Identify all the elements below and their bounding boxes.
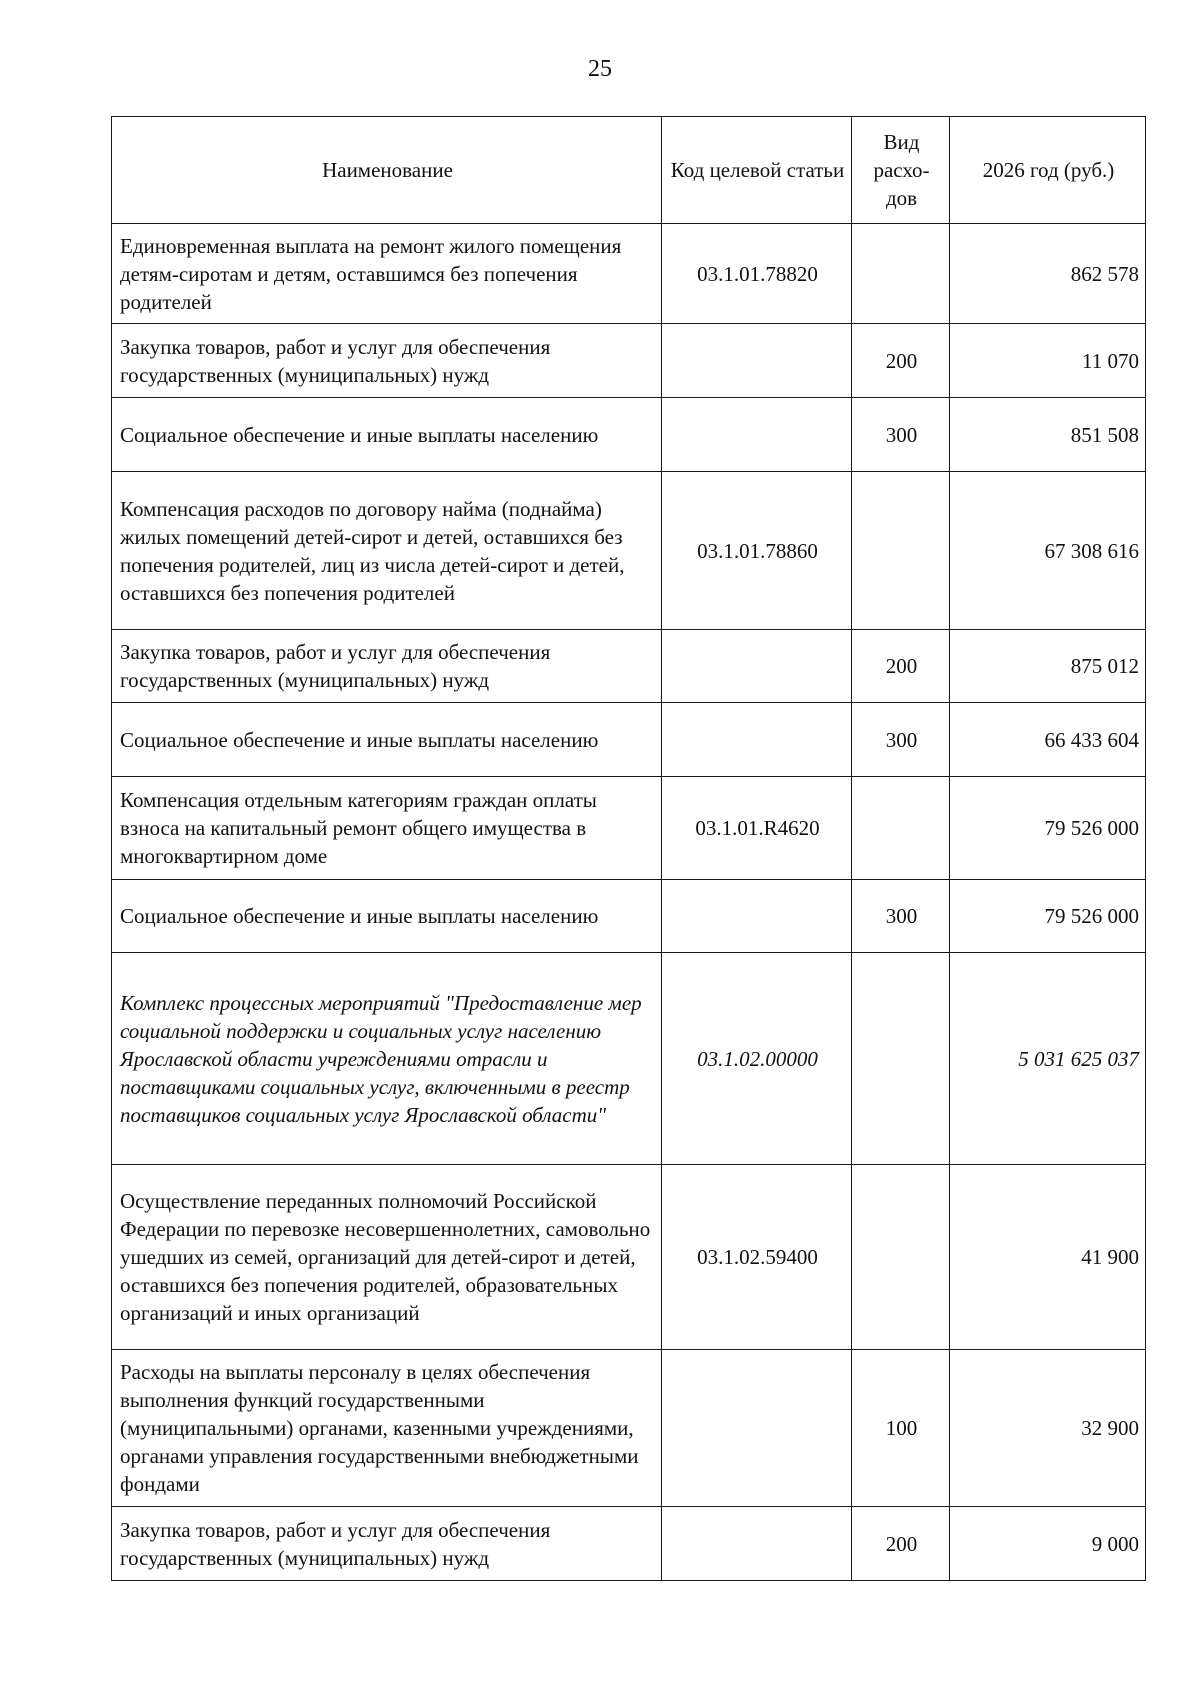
table-row [112,880,1146,953]
row-amount: 875 012 [950,630,1146,703]
row-code [662,630,852,703]
table-row [112,703,1146,777]
header-code: Код целевой статьи [662,117,852,224]
row-code [662,324,852,398]
table-row [112,1350,1146,1507]
row-code: 03.1.01.R4620 [662,777,852,880]
table-header-row [112,117,1146,224]
row-name: Компенсация расходов по договору найма (поднайма) жилых помещений детей-сирот и детей, оставшихся без попечения родителей, лиц из числа детей-сирот и детей, оставшихся без попечения родителей [112,472,662,630]
table-row [112,953,1146,1165]
table-row [112,224,1146,324]
row-name: Закупка товаров, работ и услуг для обеспечения государственных (муниципальных) нужд [112,1507,662,1581]
table-row [112,630,1146,703]
row-code [662,398,852,472]
row-kind [852,224,950,324]
row-amount: 67 308 616 [950,472,1146,630]
row-code: 03.1.02.59400 [662,1165,852,1350]
row-kind: 300 [852,703,950,777]
table-row [112,777,1146,880]
row-amount: 79 526 000 [950,777,1146,880]
budget-table [111,116,1146,1581]
row-code [662,703,852,777]
row-amount: 5 031 625 037 [950,953,1146,1165]
row-amount: 9 000 [950,1507,1146,1581]
row-name: Социальное обеспечение и иные выплаты населению [112,880,662,953]
row-kind [852,472,950,630]
row-code [662,1507,852,1581]
row-amount: 79 526 000 [950,880,1146,953]
row-amount: 66 433 604 [950,703,1146,777]
row-name: Расходы на выплаты персоналу в целях обеспечения выполнения функций государственными (муниципальными) органами, казенными учреждениями, органами управления государственными внебюджетными фондами [112,1350,662,1507]
table-row [112,324,1146,398]
row-kind: 100 [852,1350,950,1507]
row-kind: 200 [852,324,950,398]
table-row [112,1165,1146,1350]
header-kind: Вид расхо-дов [852,117,950,224]
row-name: Социальное обеспечение и иные выплаты населению [112,398,662,472]
row-code: 03.1.01.78860 [662,472,852,630]
row-name: Комплекс процессных мероприятий "Предоставление мер социальной поддержки и социальных услуг населению Ярославской области учреждениями отрасли и поставщиками социальных услуг, включенными в реестр поставщиков социальных услуг Ярославской области" [112,953,662,1165]
table-row [112,398,1146,472]
row-amount: 851 508 [950,398,1146,472]
table-row [112,472,1146,630]
row-code [662,880,852,953]
row-name: Осуществление переданных полномочий Российской Федерации по перевозке несовершеннолетних, самовольно ушедших из семей, организаций для детей-сирот и детей, оставшихся без попечения родителей, образовательных организаций и иных организаций [112,1165,662,1350]
row-amount: 32 900 [950,1350,1146,1507]
table-row [112,1507,1146,1581]
row-name: Закупка товаров, работ и услуг для обеспечения государственных (муниципальных) нужд [112,630,662,703]
row-kind [852,953,950,1165]
page-number: 25 [588,56,612,82]
row-kind: 200 [852,630,950,703]
row-amount: 11 070 [950,324,1146,398]
row-code: 03.1.02.00000 [662,953,852,1165]
row-amount: 41 900 [950,1165,1146,1350]
row-amount: 862 578 [950,224,1146,324]
row-kind [852,777,950,880]
row-name: Единовременная выплата на ремонт жилого помещения детям-сиротам и детям, оставшимся без попечения родителей [112,224,662,324]
row-kind [852,1165,950,1350]
header-name: Наименование [112,117,662,224]
row-kind: 300 [852,398,950,472]
row-name: Закупка товаров, работ и услуг для обеспечения государственных (муниципальных) нужд [112,324,662,398]
row-name: Компенсация отдельным категориям граждан оплаты взноса на капитальный ремонт общего имущества в многоквартирном доме [112,777,662,880]
row-kind: 300 [852,880,950,953]
header-amount: 2026 год (руб.) [950,117,1146,224]
row-name: Социальное обеспечение и иные выплаты населению [112,703,662,777]
row-code [662,1350,852,1507]
row-kind: 200 [852,1507,950,1581]
row-code: 03.1.01.78820 [662,224,852,324]
